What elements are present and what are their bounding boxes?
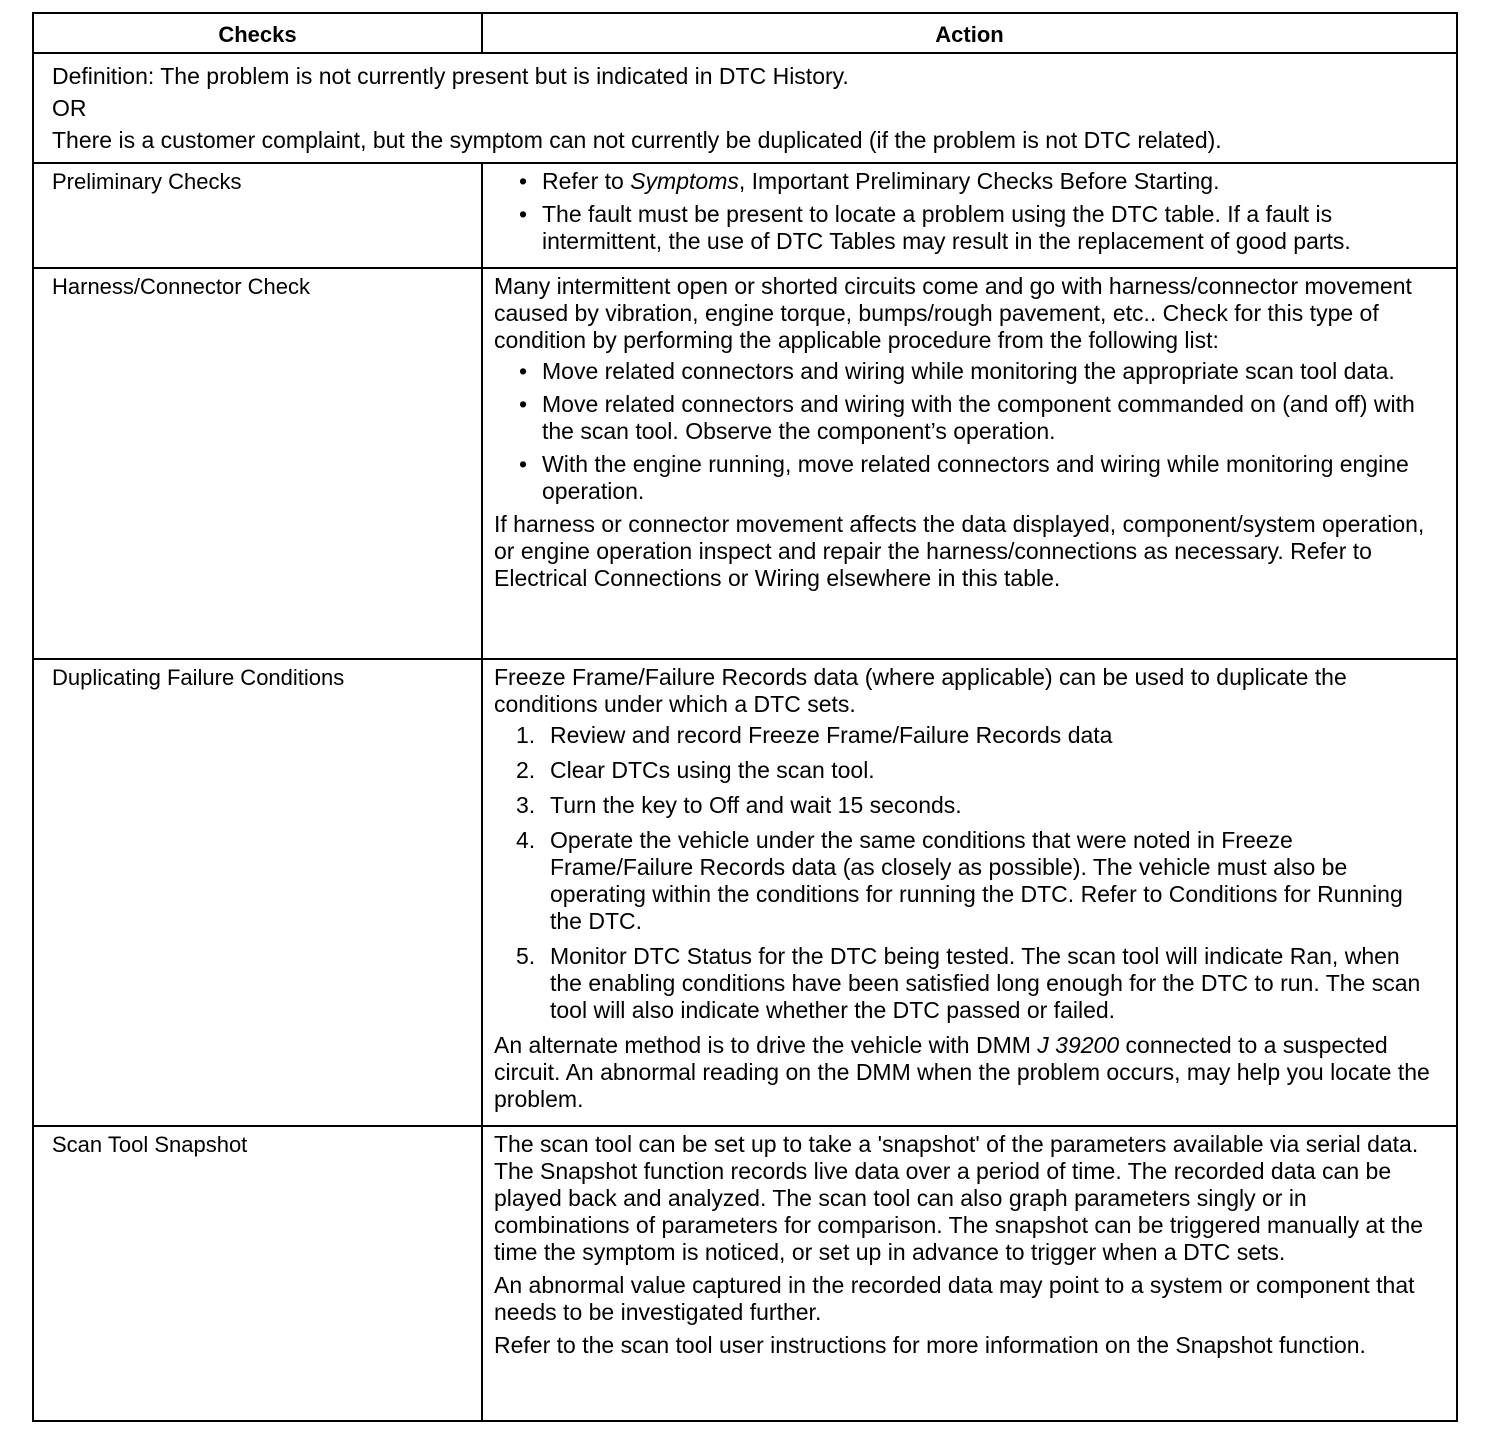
duplicating-intro: Freeze Frame/Failure Records data (where applicable) can be used to duplicate the conditions under which a DTC sets.	[494, 664, 1347, 717]
table-row	[33, 163, 1457, 268]
table-row	[33, 268, 1457, 659]
list-item: 2. Clear DTCs using the scan tool.	[516, 757, 875, 783]
action-duplicating	[482, 659, 1457, 1126]
check-harness: Harness/Connector Check	[33, 268, 482, 659]
harness-bullet-list	[494, 358, 1438, 505]
check-duplicating: Duplicating Failure Conditions	[33, 659, 482, 1126]
snapshot-para-3: Refer to the scan tool user instructions for more information on the Snapshot function.	[494, 1332, 1366, 1358]
action-column-header: Action	[482, 13, 1457, 53]
definition-text: Definition: The problem is not currently present but is indicated in DTC History.	[52, 63, 849, 89]
check-snapshot: Scan Tool Snapshot	[33, 1126, 482, 1421]
list-item: 3. Turn the key to Off and wait 15 seconds.	[516, 792, 962, 818]
list-item: • With the engine running, move related connectors and wiring while monitoring engine operation.	[494, 451, 1438, 505]
list-item: • Move related connectors and wiring while monitoring the appropriate scan tool data.	[494, 358, 1438, 385]
preliminary-bullet-list	[494, 168, 1438, 255]
list-item: 4. Operate the vehicle under the same conditions that were noted in Freeze Frame/Failure Records data (as closely as possible). The vehicle must also be operating within the conditions for running the DTC. Refer to Conditions for Running the DTC.	[516, 827, 1403, 934]
definition-row	[33, 53, 1457, 163]
action-preliminary	[482, 163, 1457, 268]
duplicating-alternate: An alternate method is to drive the vehicle with DMM J 39200 connected to a suspected circuit. An abnormal reading on the DMM when the problem occurs, may help you locate the problem.	[494, 1032, 1430, 1112]
harness-outro: If harness or connector movement affects the data displayed, component/system operation, or engine operation inspect and repair the harness/connections as necessary. Refer to Electrical Connections or Wiring elsewhere in this table.	[494, 511, 1425, 591]
definition-cell	[33, 53, 1457, 163]
checks-column-header: Checks	[33, 13, 482, 53]
table-row	[33, 659, 1457, 1126]
definition-or: OR	[52, 95, 87, 121]
definition-complaint: There is a customer complaint, but the symptom can not currently be duplicated (if the problem is not DTC related).	[52, 127, 1222, 153]
list-item: • Move related connectors and wiring with the component commanded on (and off) with the scan tool. Observe the component’s operation.	[494, 391, 1438, 445]
intermittent-conditions-table	[32, 12, 1458, 1422]
table-row	[33, 1126, 1457, 1421]
check-preliminary: Preliminary Checks	[33, 163, 482, 268]
list-item: • The fault must be present to locate a problem using the DTC table. If a fault is intermittent, the use of DTC Tables may result in the replacement of good parts.	[494, 201, 1438, 255]
action-snapshot	[482, 1126, 1457, 1421]
harness-intro: Many intermittent open or shorted circuits come and go with harness/connector movement caused by vibration, engine torque, bumps/rough pavement, etc.. Check for this type of condition by performing the applicable procedure from the following list:	[494, 273, 1412, 353]
list-item: 5. Monitor DTC Status for the DTC being tested. The scan tool will indicate Ran, when the enabling conditions have been satisfied long enough for the DTC to run. The scan tool will also indicate whether the DTC passed or failed.	[516, 943, 1421, 1023]
list-item: 1. Review and record Freeze Frame/Failure Records data	[516, 722, 1113, 748]
snapshot-para-1: The scan tool can be set up to take a 'snapshot' of the parameters available via serial data. The Snapshot function records live data over a period of time. The recorded data can be played back and analyzed. The scan tool can also graph parameters singly or in combinations of parameters for comparison. The snapshot can be triggered manually at the time the symptom is noticed, or set up in advance to trigger when a DTC sets.	[494, 1131, 1424, 1265]
list-item: • Refer to Symptoms, Important Preliminary Checks Before Starting.	[494, 168, 1438, 195]
duplicating-step-list	[494, 722, 1438, 1024]
snapshot-para-2: An abnormal value captured in the recorded data may point to a system or component that needs to be investigated further.	[494, 1272, 1415, 1325]
table-header-row	[33, 13, 1457, 53]
action-harness	[482, 268, 1457, 659]
